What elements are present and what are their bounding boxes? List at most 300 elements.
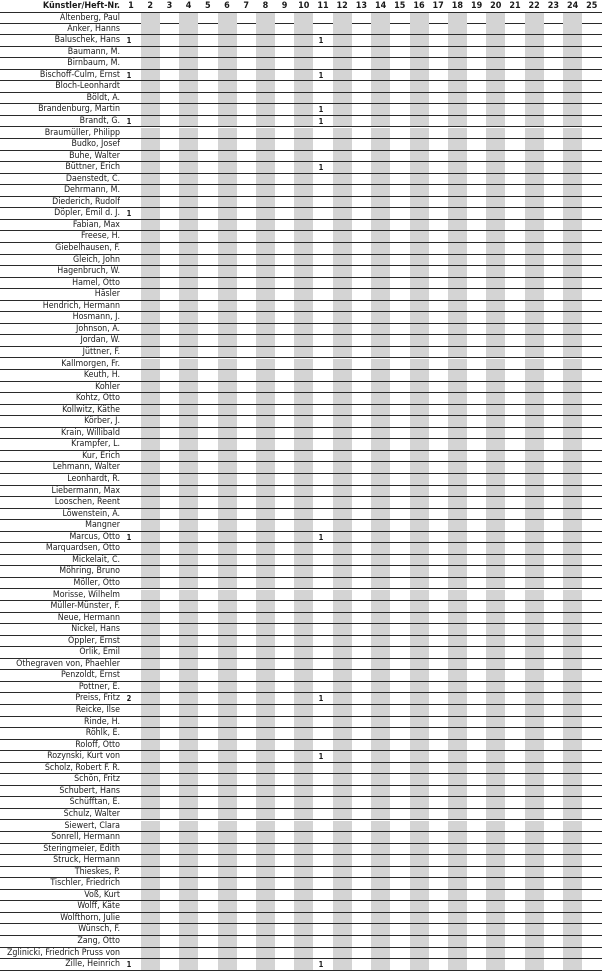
issue-cell <box>448 809 467 820</box>
issue-cell <box>506 128 525 139</box>
issue-cell <box>582 959 601 970</box>
issue-cell <box>486 647 505 658</box>
issue-cell <box>294 728 313 739</box>
issue-cell <box>122 174 141 185</box>
issue-cell <box>141 717 160 728</box>
issue-cell <box>294 890 313 901</box>
issue-cell <box>582 578 601 589</box>
issue-count: 1 <box>318 70 324 80</box>
issue-cell <box>179 324 198 335</box>
issue-cell <box>429 624 448 635</box>
issue-cell <box>333 197 352 208</box>
issue-cell <box>294 543 313 554</box>
issue-cell <box>141 509 160 520</box>
issue-cell <box>371 335 390 346</box>
artist-name: Brandt, G. <box>79 115 120 126</box>
issue-cell <box>198 128 217 139</box>
issue-count: 1 <box>126 209 132 219</box>
issue-cell <box>525 786 544 797</box>
issue-cell <box>371 948 390 959</box>
issue-cell <box>371 867 390 878</box>
table-row <box>0 289 602 301</box>
issue-cell <box>352 428 371 439</box>
issue-cell <box>506 613 525 624</box>
issue-cell <box>352 878 371 889</box>
issue-cell <box>160 670 179 681</box>
issue-cell <box>198 208 217 219</box>
issue-cell <box>371 590 390 601</box>
issue-cell <box>256 185 275 196</box>
issue-cell <box>352 913 371 924</box>
issue-cell <box>467 197 486 208</box>
issue-cell <box>582 786 601 797</box>
issue-cell <box>333 359 352 370</box>
issue-cell <box>294 624 313 635</box>
issue-cell <box>294 474 313 485</box>
issue-cell <box>237 324 256 335</box>
issue-cell <box>390 590 409 601</box>
issue-cell <box>160 555 179 566</box>
artist-name: Röhlk, E. <box>85 728 120 739</box>
issue-cell <box>371 24 390 35</box>
issue-cell <box>122 786 141 797</box>
issue-cell <box>237 590 256 601</box>
issue-cell <box>563 116 582 127</box>
issue-cell <box>314 439 333 450</box>
issue-cell <box>314 613 333 624</box>
issue-cell <box>198 70 217 81</box>
issue-cell <box>141 774 160 785</box>
issue-cell <box>410 555 429 566</box>
issue-cell <box>467 590 486 601</box>
issue-cell <box>122 266 141 277</box>
issue-cell <box>179 289 198 300</box>
issue-cell <box>314 948 333 959</box>
issue-cell <box>352 58 371 69</box>
issue-cell <box>429 185 448 196</box>
issue-cell <box>544 543 563 554</box>
issue-cell <box>122 913 141 924</box>
issue-cell <box>563 890 582 901</box>
issue-cell <box>179 474 198 485</box>
issue-cell <box>429 289 448 300</box>
issue-cell <box>544 70 563 81</box>
issue-cell <box>218 636 237 647</box>
table-row <box>0 197 602 209</box>
issue-cell <box>525 624 544 635</box>
table-row <box>0 220 602 232</box>
issue-cell <box>198 58 217 69</box>
table-row <box>0 532 602 544</box>
issue-cell <box>198 959 217 970</box>
issue-cell <box>314 601 333 612</box>
issue-cell <box>410 497 429 508</box>
issue-cell <box>506 509 525 520</box>
issue-cell <box>563 451 582 462</box>
issue-cell <box>544 301 563 312</box>
artist-name: Wolff, Käte <box>77 901 120 912</box>
issue-cell <box>525 301 544 312</box>
issue-cell <box>237 486 256 497</box>
issue-cell <box>371 578 390 589</box>
issue-cell <box>486 693 505 704</box>
issue-cell <box>544 520 563 531</box>
issue-cell <box>294 486 313 497</box>
issue-cell <box>563 81 582 92</box>
issue-cell <box>352 405 371 416</box>
issue-cell <box>352 717 371 728</box>
table-row <box>0 555 602 567</box>
artist-name: Kur, Erich <box>82 450 120 461</box>
issue-cell <box>352 416 371 427</box>
issue-cell <box>160 197 179 208</box>
issue-cell <box>448 647 467 658</box>
issue-cell <box>429 278 448 289</box>
issue-cell <box>179 47 198 58</box>
issue-cell <box>314 347 333 358</box>
header-issue-24: 24 <box>566 1 579 11</box>
issue-cell <box>352 393 371 404</box>
artist-name: Pottner, E. <box>78 681 120 692</box>
issue-cell <box>448 474 467 485</box>
issue-cell <box>256 740 275 751</box>
issue-cell <box>237 613 256 624</box>
issue-cell <box>544 647 563 658</box>
issue-cell <box>122 428 141 439</box>
table-row <box>0 717 602 729</box>
issue-cell <box>141 670 160 681</box>
issue-cell <box>352 786 371 797</box>
issue-cell <box>506 162 525 173</box>
issue-cell <box>160 913 179 924</box>
issue-cell <box>525 497 544 508</box>
issue-cell <box>429 104 448 115</box>
issue-cell <box>275 151 294 162</box>
issue-cell <box>179 636 198 647</box>
issue-cell <box>506 416 525 427</box>
issue-cell <box>525 913 544 924</box>
issue-cell <box>563 601 582 612</box>
issue-cell <box>506 901 525 912</box>
issue-cell <box>237 497 256 508</box>
header-issue-10: 10 <box>298 1 310 11</box>
issue-cell <box>179 867 198 878</box>
issue-cell <box>122 647 141 658</box>
issue-cell <box>237 890 256 901</box>
issue-cell <box>390 901 409 912</box>
issue-cell <box>160 347 179 358</box>
issue-cell <box>390 821 409 832</box>
issue-cell <box>122 809 141 820</box>
issue-cell <box>275 174 294 185</box>
issue-cell <box>294 231 313 242</box>
issue-cell <box>352 359 371 370</box>
artist-name: Oppler, Ernst <box>68 635 120 646</box>
issue-cell <box>160 774 179 785</box>
issue-cell <box>179 497 198 508</box>
header-issue-17: 17 <box>432 1 444 11</box>
issue-cell <box>198 370 217 381</box>
issue-cell <box>563 717 582 728</box>
issue-cell <box>141 821 160 832</box>
issue-count: 1 <box>318 116 324 126</box>
artist-name: Tischler, Friedrich <box>50 878 120 889</box>
issue-cell <box>218 867 237 878</box>
issue-cell <box>237 451 256 462</box>
issue-cell <box>390 428 409 439</box>
issue-cell <box>525 717 544 728</box>
issue-cell <box>563 139 582 150</box>
issue-cell <box>544 832 563 843</box>
issue-cell <box>506 58 525 69</box>
issue-cell <box>467 636 486 647</box>
issue-cell <box>275 520 294 531</box>
issue-cell <box>582 728 601 739</box>
header-issue-22: 22 <box>528 1 540 11</box>
issue-cell <box>563 382 582 393</box>
issue-cell <box>429 393 448 404</box>
issue-cell <box>141 520 160 531</box>
issue-cell <box>352 220 371 231</box>
issue-cell <box>390 913 409 924</box>
issue-cell <box>448 255 467 266</box>
issue-cell <box>582 93 601 104</box>
table-row <box>0 566 602 578</box>
issue-cell <box>198 890 217 901</box>
header-issue-21: 21 <box>509 1 521 11</box>
issue-cell <box>410 728 429 739</box>
issue-cell <box>352 13 371 24</box>
issue-cell <box>467 693 486 704</box>
issue-cell <box>160 797 179 808</box>
artist-name: Baumann, M. <box>67 46 120 57</box>
issue-cell <box>333 705 352 716</box>
issue-cell <box>544 231 563 242</box>
issue-cell <box>467 821 486 832</box>
issue-cell <box>486 890 505 901</box>
issue-cell <box>506 532 525 543</box>
issue-cell <box>160 520 179 531</box>
issue-cell <box>390 543 409 554</box>
issue-cell <box>237 347 256 358</box>
issue-cell <box>486 347 505 358</box>
issue-cell <box>160 809 179 820</box>
issue-cell <box>506 359 525 370</box>
issue-cell <box>429 821 448 832</box>
issue-cell <box>429 70 448 81</box>
issue-cell <box>237 81 256 92</box>
header-issue-3: 3 <box>166 1 173 11</box>
issue-cell <box>198 705 217 716</box>
issue-cell <box>141 439 160 450</box>
issue-cell <box>429 370 448 381</box>
issue-cell <box>410 624 429 635</box>
issue-cell <box>160 462 179 473</box>
issue-cell <box>352 509 371 520</box>
issue-cell <box>486 474 505 485</box>
table-row <box>0 774 602 786</box>
artist-name: Morisse, Wilhelm <box>52 589 120 600</box>
artist-name: Döpler, Emil d. J. <box>54 208 120 219</box>
issue-cell <box>160 185 179 196</box>
issue-cell <box>275 347 294 358</box>
issue-cell <box>467 208 486 219</box>
issue-cell <box>333 555 352 566</box>
issue-cell <box>141 462 160 473</box>
issue-cell <box>294 139 313 150</box>
issue-cell <box>467 370 486 381</box>
issue-cell <box>448 289 467 300</box>
issue-cell <box>390 797 409 808</box>
issue-cell <box>237 24 256 35</box>
issue-cell <box>294 243 313 254</box>
header-issue-7: 7 <box>243 1 249 11</box>
issue-cell <box>410 347 429 358</box>
issue-cell <box>448 682 467 693</box>
artist-name: Thieskes, P. <box>74 866 120 877</box>
issue-cell <box>237 208 256 219</box>
artist-name: Kollwitz, Käthe <box>62 404 120 415</box>
issue-cell <box>582 590 601 601</box>
issue-cell <box>371 786 390 797</box>
issue-cell <box>429 855 448 866</box>
issue-cell <box>544 948 563 959</box>
issue-cell <box>122 878 141 889</box>
issue-cell <box>160 636 179 647</box>
issue-cell <box>237 116 256 127</box>
issue-cell <box>467 659 486 670</box>
issue-cell <box>390 774 409 785</box>
issue-cell <box>390 405 409 416</box>
issue-cell <box>467 832 486 843</box>
issue-cell <box>448 555 467 566</box>
issue-cell <box>237 289 256 300</box>
issue-cell <box>429 844 448 855</box>
issue-cell <box>410 220 429 231</box>
issue-cell <box>294 659 313 670</box>
issue-cell <box>390 104 409 115</box>
issue-cell <box>486 174 505 185</box>
issue-cell <box>525 844 544 855</box>
issue-cell <box>582 439 601 450</box>
issue-cell <box>525 116 544 127</box>
issue-cell <box>122 659 141 670</box>
issue-cell <box>448 266 467 277</box>
issue-cell <box>275 948 294 959</box>
issue-cell <box>544 936 563 947</box>
issue-cell <box>314 324 333 335</box>
issue-cell <box>563 821 582 832</box>
issue-cell <box>218 47 237 58</box>
issue-cell <box>160 174 179 185</box>
issue-cell <box>467 855 486 866</box>
issue-cell <box>486 913 505 924</box>
table-row <box>0 543 602 555</box>
issue-cell <box>294 462 313 473</box>
issue-cell <box>448 601 467 612</box>
issue-cell <box>256 670 275 681</box>
issue-cell <box>563 243 582 254</box>
issue-cell <box>486 832 505 843</box>
issue-cell <box>314 578 333 589</box>
issue-cell <box>256 555 275 566</box>
issue-cell <box>352 243 371 254</box>
issue-cell <box>429 924 448 935</box>
header-issue-25: 25 <box>586 1 598 11</box>
issue-cell <box>506 93 525 104</box>
artist-name: Nickel, Hans <box>71 624 120 635</box>
issue-cell <box>582 740 601 751</box>
issue-cell <box>582 763 601 774</box>
issue-cell <box>141 763 160 774</box>
issue-cell <box>314 901 333 912</box>
issue-cell <box>467 797 486 808</box>
issue-cell <box>582 532 601 543</box>
issue-cell <box>352 139 371 150</box>
issue-cell <box>563 278 582 289</box>
issue-cell <box>371 543 390 554</box>
artist-name: Kohtz, Otto <box>75 393 120 404</box>
issue-cell <box>582 416 601 427</box>
issue-cell <box>486 35 505 46</box>
issue-cell <box>333 948 352 959</box>
issue-cell <box>525 486 544 497</box>
issue-cell <box>179 878 198 889</box>
issue-cell <box>160 786 179 797</box>
issue-cell <box>333 959 352 970</box>
issue-cell <box>429 878 448 889</box>
artist-name: Bloch-Leonhardt <box>55 81 120 92</box>
issue-cell <box>429 335 448 346</box>
issue-cell <box>141 809 160 820</box>
issue-cell <box>333 13 352 24</box>
issue-cell <box>429 24 448 35</box>
issue-cell <box>256 174 275 185</box>
issue-cell <box>544 428 563 439</box>
issue-cell <box>198 116 217 127</box>
issue-cell <box>429 81 448 92</box>
issue-cell <box>160 717 179 728</box>
issue-cell <box>371 613 390 624</box>
issue-cell <box>294 509 313 520</box>
issue-cell <box>544 532 563 543</box>
issue-cell <box>237 47 256 58</box>
issue-cell <box>486 266 505 277</box>
issue-cell <box>333 301 352 312</box>
issue-cell <box>237 636 256 647</box>
issue-cell <box>294 705 313 716</box>
issue-cell <box>486 70 505 81</box>
issue-cell <box>410 543 429 554</box>
issue-cell <box>410 890 429 901</box>
issue-cell <box>275 289 294 300</box>
issue-cell <box>275 197 294 208</box>
issue-cell <box>294 555 313 566</box>
issue-cell <box>390 509 409 520</box>
table-row <box>0 821 602 833</box>
issue-count: 1 <box>126 532 132 542</box>
issue-cell <box>525 613 544 624</box>
issue-cell <box>582 47 601 58</box>
issue-cell <box>390 139 409 150</box>
issue-cell <box>448 81 467 92</box>
issue-cell <box>160 405 179 416</box>
table-row <box>0 670 602 682</box>
issue-cell <box>506 797 525 808</box>
issue-cell <box>314 93 333 104</box>
table-row <box>0 47 602 59</box>
issue-cell <box>371 936 390 947</box>
